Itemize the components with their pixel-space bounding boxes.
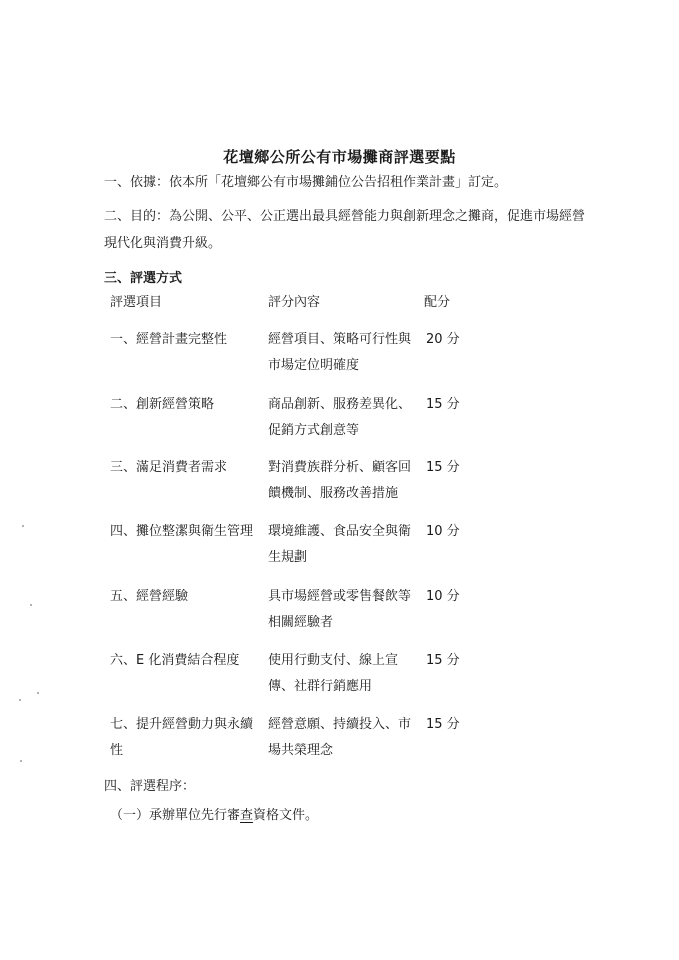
table-row-item: 一、經營計畫完整性 <box>110 332 228 347</box>
table-row-content-line1: 對消費族群分析、顧客回 <box>268 460 412 475</box>
table-row-item: 二、創新經營策略 <box>110 397 215 412</box>
scan-speck <box>20 760 22 762</box>
table-header-content: 評分內容 <box>268 295 321 310</box>
section-method-heading: 三、評選方式 <box>104 271 183 286</box>
table-row-item: 四、攤位整潔與衛生管理 <box>110 524 254 539</box>
scan-speck <box>19 699 21 701</box>
procedure-item-1-marked-char: 查 <box>240 808 254 823</box>
table-row-content-line2: 促銷方式創意等 <box>268 423 360 438</box>
table-row-score: 10 分 <box>426 524 460 539</box>
table-row-content-line1: 環境維護、食品安全與衛 <box>268 524 412 539</box>
section-procedure-heading: 四、評選程序： <box>104 779 196 794</box>
scan-speck <box>30 604 32 606</box>
table-row-score: 15 分 <box>426 460 460 475</box>
table-row-item-line1: 七、提升經營動力與永續 <box>110 717 254 732</box>
section-basis: 一、依據：依本所「花壇鄉公有市場攤鋪位公告招租作業計畫」訂定。 <box>104 175 508 190</box>
section-purpose-line1: 二、目的：為公開、公平、公正選出最具經營能力與創新理念之攤商，促進市場經營 <box>104 209 586 224</box>
scan-speck <box>37 692 39 694</box>
document-title: 花壇鄉公所公有市場攤商評選要點 <box>223 148 456 166</box>
table-row-score: 10 分 <box>426 589 460 604</box>
table-row-content-line2: 市場定位明確度 <box>268 358 360 373</box>
table-header-score: 配分 <box>424 295 451 310</box>
table-row-content-line2: 饋機制、服務改善措施 <box>268 486 399 501</box>
section-purpose-line2: 現代化與消費升級。 <box>104 236 222 251</box>
table-header-item: 評選項目 <box>110 295 163 310</box>
table-row-content-line1: 經營項目、策略可行性與 <box>268 332 412 347</box>
table-row-content-line1: 商品創新、服務差異化、 <box>268 397 412 412</box>
table-row-content-line2: 傳、社群行銷應用 <box>268 679 373 694</box>
table-row-item: 三、滿足消費者需求 <box>110 460 228 475</box>
table-row-content-line1: 經營意願、持續投入、市 <box>268 717 412 732</box>
table-row-score: 15 分 <box>426 653 460 668</box>
table-row-score: 15 分 <box>426 717 460 732</box>
table-row-content-line1: 具市場經營或零售餐飲等 <box>268 589 412 604</box>
table-row-score: 20 分 <box>426 332 460 347</box>
procedure-item-1 <box>110 805 318 827</box>
table-row-item-line2: 性 <box>110 743 124 758</box>
table-row-content-line1: 使用行動支付、線上宣 <box>268 653 399 668</box>
table-row-item: 五、經營經驗 <box>110 589 189 604</box>
table-row-item: 六、E 化消費結合程度 <box>110 653 240 668</box>
procedure-item-1-prefix: （一）承辦單位先行審 <box>110 808 241 823</box>
table-row-content-line2: 場共榮理念 <box>268 743 334 758</box>
scan-speck <box>22 525 24 527</box>
procedure-item-1-suffix: 資格文件。 <box>253 808 319 823</box>
table-row-score: 15 分 <box>426 397 460 412</box>
table-row-content-line2: 相關經驗者 <box>268 615 334 630</box>
table-row-content-line2: 生規劃 <box>268 550 308 565</box>
